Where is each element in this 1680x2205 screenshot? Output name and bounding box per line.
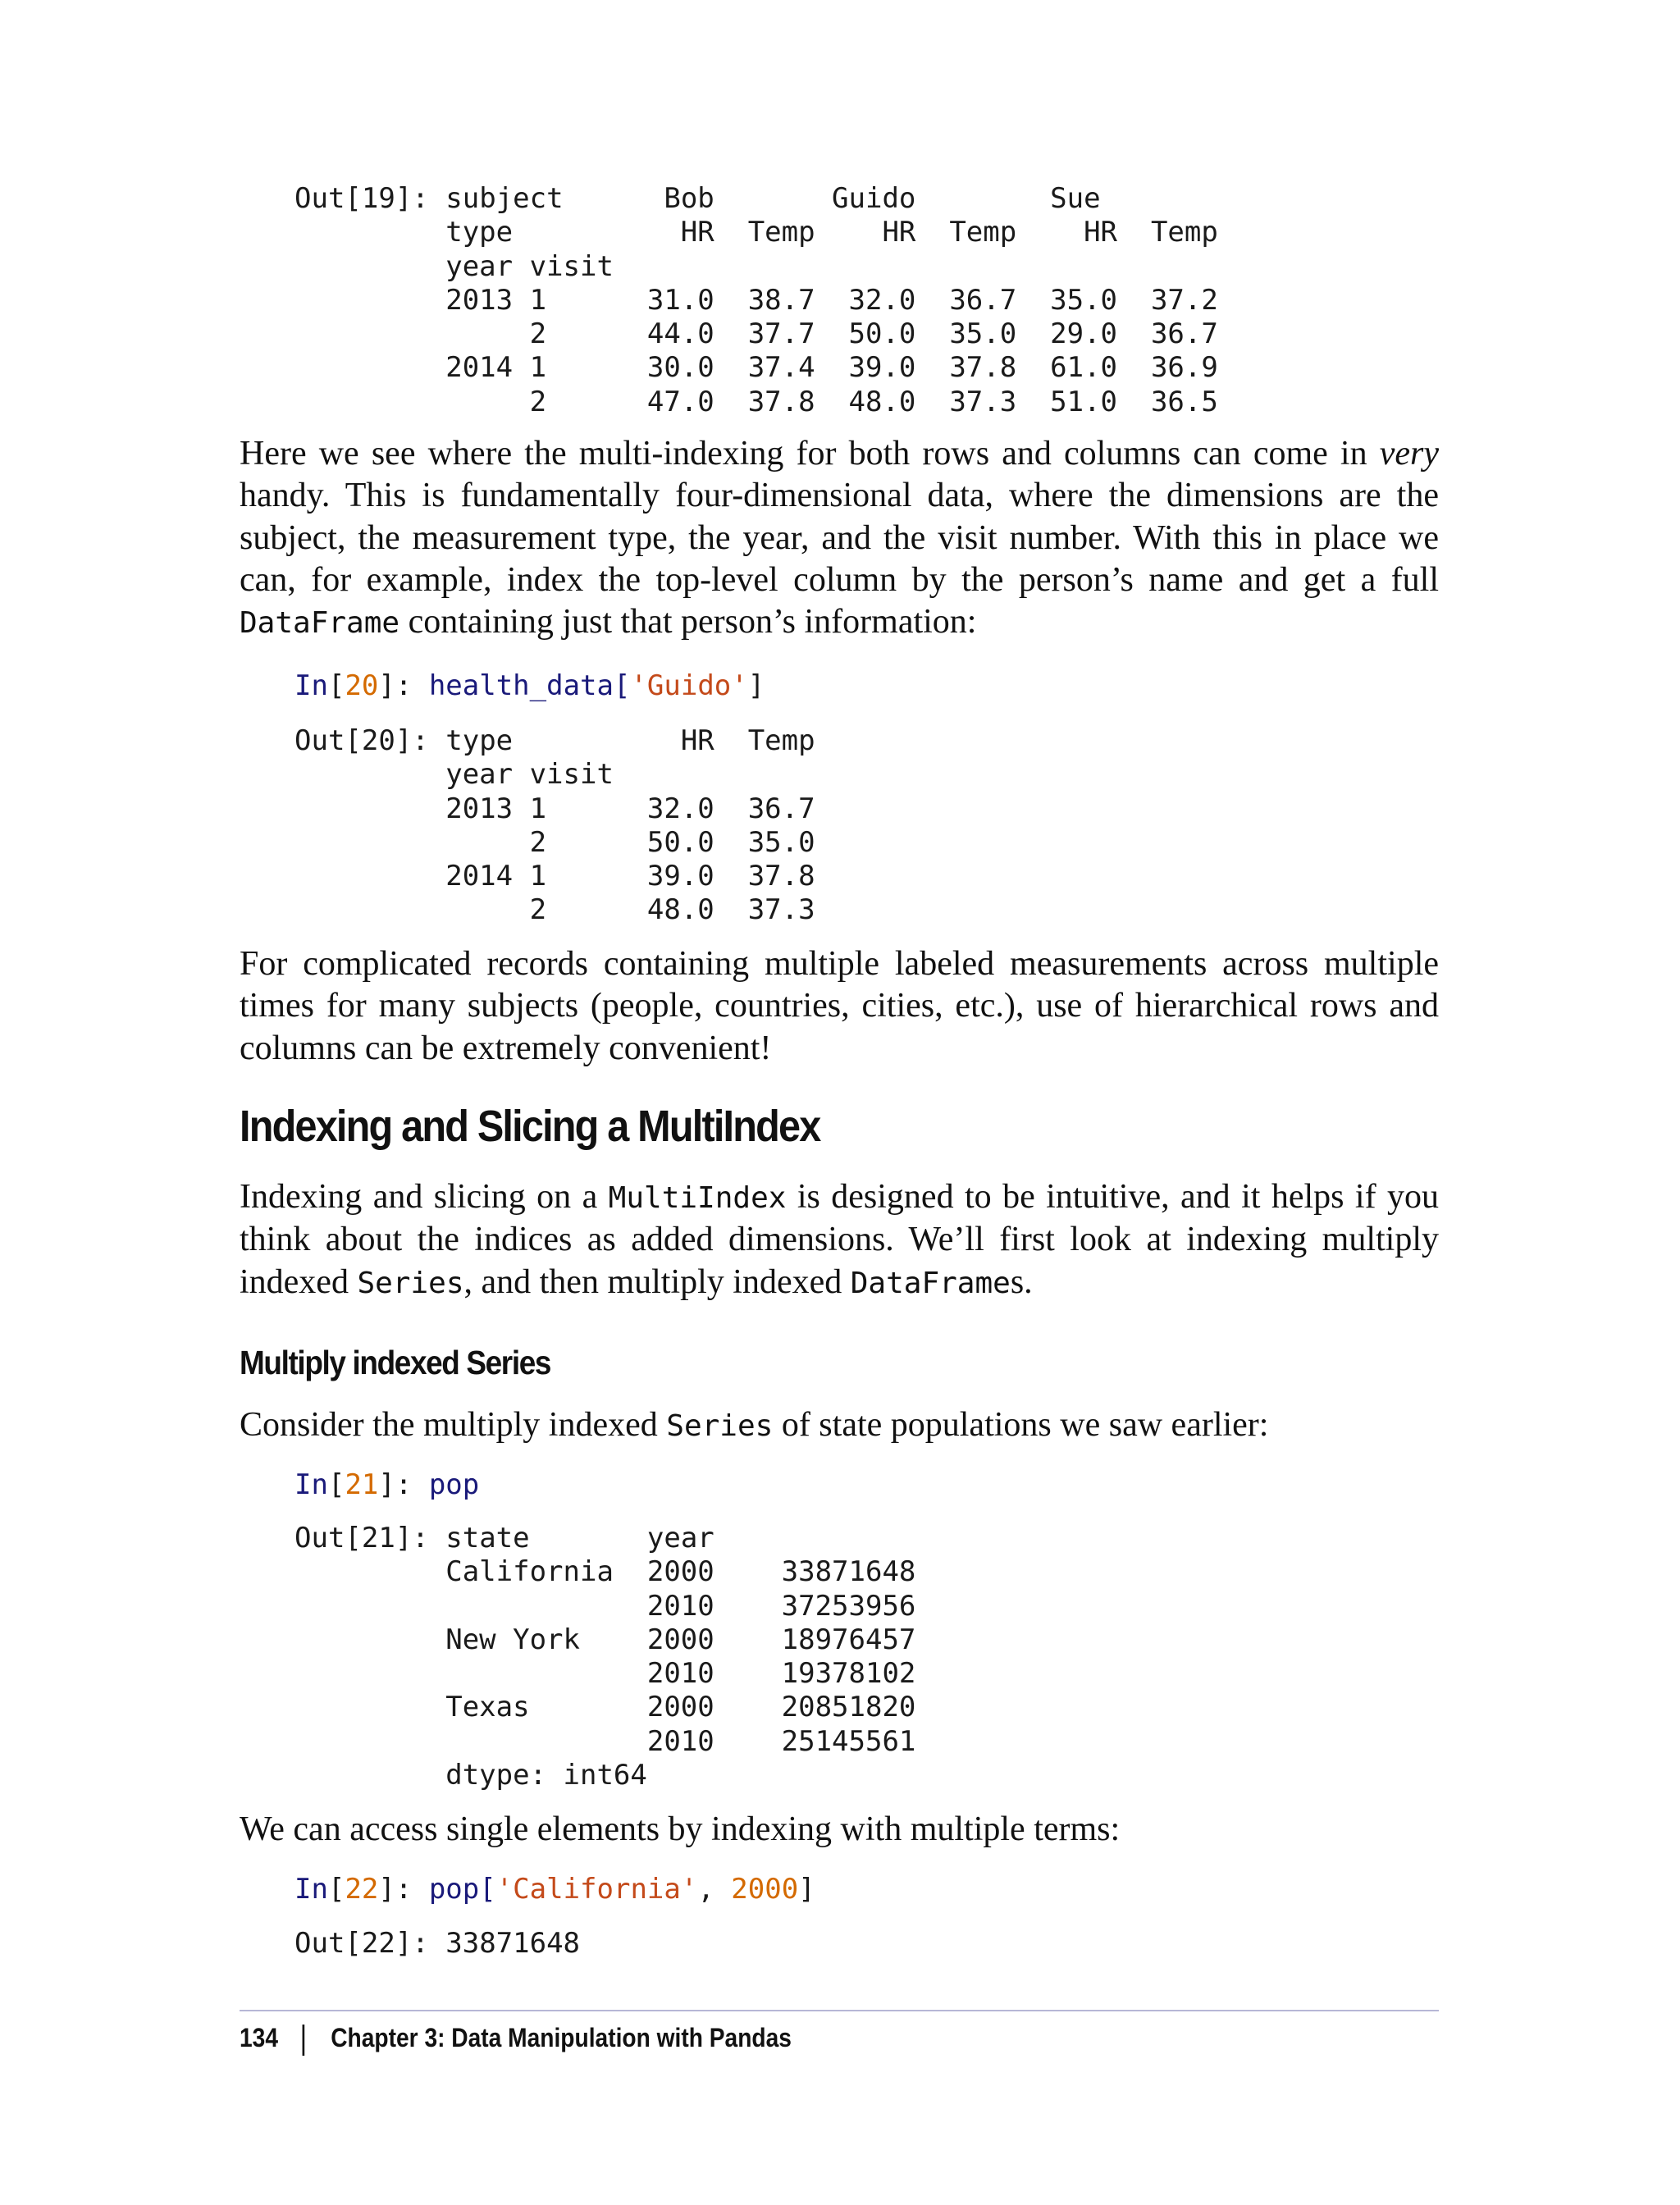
para3-code-series: Series — [357, 1266, 464, 1300]
out20-row-2: 2014 1 39.0 37.8 — [445, 860, 815, 893]
section-heading: Indexing and Slicing a MultiIndex — [240, 1102, 820, 1151]
in22-year: 2000 — [731, 1873, 799, 1906]
in20-code: health_data[ — [428, 669, 631, 702]
para1-text-1: Here we see where the multi-indexing for both rows and columns can come in — [240, 435, 1380, 472]
paragraph-complicated-records: For complicated records containing multiple labeled measurements across multiple times for many subjects (people, countries, cities, etc.), use of hierarchical rows and columns can be extremely convenient! — [240, 945, 1439, 1067]
out19-row-1: 2 44.0 37.7 50.0 35.0 29.0 36.7 — [445, 317, 1218, 351]
in22-end: ] — [798, 1873, 815, 1906]
out21-row-1: California 2000 33871648 — [445, 1555, 916, 1589]
out21-row-3: New York 2000 18976457 — [445, 1623, 916, 1656]
out21-prompt: Out[21]: — [294, 1522, 429, 1554]
in22-code: pop[ — [428, 1873, 496, 1906]
out19-row-0: 2013 1 31.0 38.7 32.0 36.7 35.0 37.2 — [445, 283, 1218, 317]
in21-code: pop — [428, 1468, 480, 1501]
para3-text-4: s. — [1010, 1262, 1033, 1301]
para3-code-multiindex: MultiIndex — [608, 1181, 787, 1215]
paragraph-access-elements: We can access single elements by indexing with multiple terms: — [240, 1810, 1121, 1848]
para3-text-2: is designed to be intuitive, and it helps if you think about the indices as added dimensions. We’ll first look at indexing multiply indexed — [240, 1178, 1439, 1301]
paragraph-consider-series — [240, 1404, 1439, 1447]
in22-number: 22 — [345, 1873, 379, 1906]
out20-row-3: 2 48.0 37.3 — [445, 893, 815, 927]
in22-comma: , — [697, 1873, 732, 1906]
out21-row-7: dtype: int64 — [445, 1759, 647, 1792]
in20-prompt-close: ]: — [378, 669, 429, 702]
para3-text-3: , and then multiply indexed — [463, 1262, 851, 1301]
out20-header-0: type HR Temp — [445, 724, 815, 757]
in20-block: In[20]: health_data['Guido'] — [294, 669, 765, 702]
out22-prompt: Out[22]: — [294, 1927, 429, 1960]
para1-text-2: handy. This is fundamentally four-dimensional data, where the dimensions are the subject, the measurement type, the year, and the visit number. With this in place we can, for example, index the top-level column by the person’s name and get a full — [240, 477, 1439, 599]
out19-row-3: 2 47.0 37.8 48.0 37.3 51.0 36.5 — [445, 385, 1218, 418]
in21-block: In[21]: pop — [294, 1468, 480, 1501]
in22-block: In[22]: pop['California', 2000] — [294, 1873, 815, 1906]
out21-row-2: 2010 37253956 — [445, 1589, 916, 1623]
out19-prompt: Out[19]: — [294, 182, 429, 215]
page-footer — [240, 2023, 792, 2056]
in22-string: 'California' — [495, 1873, 698, 1906]
out19-header-2: year visit — [445, 249, 614, 283]
subsection-heading: Multiply indexed Series — [240, 1344, 551, 1381]
para4-text-1: Consider the multiply indexed — [240, 1406, 667, 1444]
in20-end: ] — [747, 669, 765, 702]
footer-rule — [240, 2010, 1439, 2011]
out22-value: 33871648 — [445, 1927, 581, 1960]
out20-row-0: 2013 1 32.0 36.7 — [445, 792, 815, 825]
in21-prompt-close: ]: — [378, 1468, 429, 1501]
para1-emphasis: very — [1379, 435, 1439, 472]
para1-text-3: containing just that person’s information: — [399, 603, 977, 641]
para3-text-1: Indexing and slicing on a — [240, 1178, 609, 1216]
out21-block — [294, 1522, 915, 1792]
out19-block — [294, 182, 1218, 419]
footer-separator — [303, 2025, 305, 2056]
para4-code-series: Series — [666, 1409, 774, 1443]
para4-text-2: of state populations we saw earlier: — [773, 1406, 1269, 1444]
in22-prompt-close: ]: — [378, 1873, 429, 1906]
in20-number: 20 — [345, 669, 379, 702]
out21-row-4: 2010 19378102 — [445, 1657, 916, 1691]
in22-prompt: In — [294, 1873, 328, 1906]
out22-block — [294, 1927, 580, 1961]
in20-prompt: In — [294, 669, 328, 702]
out20-row-1: 2 50.0 35.0 — [445, 825, 815, 859]
in21-prompt: In — [294, 1468, 328, 1501]
out20-block — [294, 724, 815, 928]
page-number: 134 — [240, 2023, 278, 2052]
out19-header-1: type HR Temp HR Temp HR Temp — [445, 216, 1218, 249]
out20-prompt: Out[20]: — [294, 724, 429, 757]
out20-header-1: year visit — [445, 758, 614, 792]
out19-header-0: subject Bob Guido Sue — [445, 182, 1101, 215]
para3-code-dataframe: DataFrame — [850, 1266, 1011, 1300]
out19-row-2: 2014 1 30.0 37.4 39.0 37.8 61.0 36.9 — [445, 351, 1218, 385]
in21-number: 21 — [345, 1468, 379, 1501]
para1-code-dataframe: DataFrame — [240, 606, 400, 641]
out21-row-5: Texas 2000 20851820 — [445, 1691, 916, 1724]
out21-row-0: state year — [445, 1522, 714, 1554]
in20-string: 'Guido' — [630, 669, 748, 702]
out21-row-6: 2010 25145561 — [445, 1724, 916, 1758]
paragraph-indexing-intro — [240, 1176, 1439, 1304]
paragraph-multiindex-intro — [240, 433, 1439, 644]
chapter-title: Chapter 3: Data Manipulation with Pandas — [331, 2023, 792, 2052]
